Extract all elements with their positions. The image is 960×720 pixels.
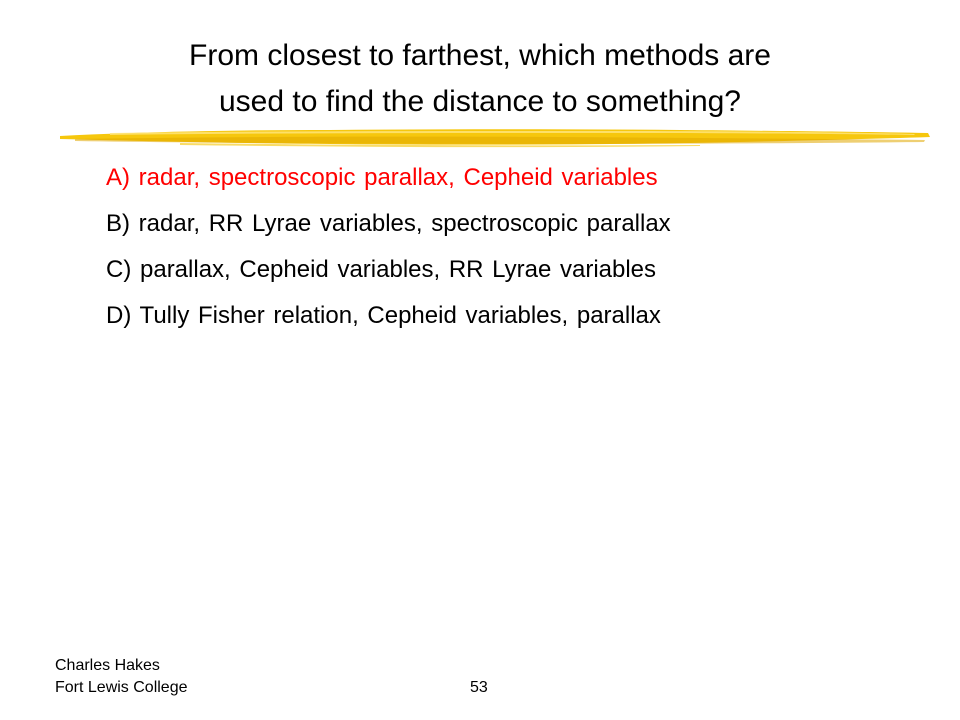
slide-title-line-1: From closest to farthest, which methods are — [189, 39, 771, 72]
footer-author-name: Charles Hakes — [55, 657, 160, 674]
answer-option-d: D) Tully Fisher relation, Cepheid variables, parallax — [106, 302, 661, 329]
answer-option-c: C) parallax, Cepheid variables, RR Lyrae variables — [106, 256, 657, 283]
footer-institution: Fort Lewis College — [55, 679, 188, 696]
slide-title-line-2: used to find the distance to something? — [218, 85, 741, 118]
answer-options-list — [106, 155, 671, 339]
title-underline-brushstroke — [0, 118, 960, 158]
page-number: 53 — [470, 679, 488, 696]
answer-option-a: A) radar, spectroscopic parallax, Cepheid variables — [106, 164, 658, 191]
answer-option-b: B) radar, RR Lyrae variables, spectroscopic parallax — [106, 210, 671, 237]
slide-title — [60, 33, 900, 125]
footer-author-block — [55, 655, 188, 699]
